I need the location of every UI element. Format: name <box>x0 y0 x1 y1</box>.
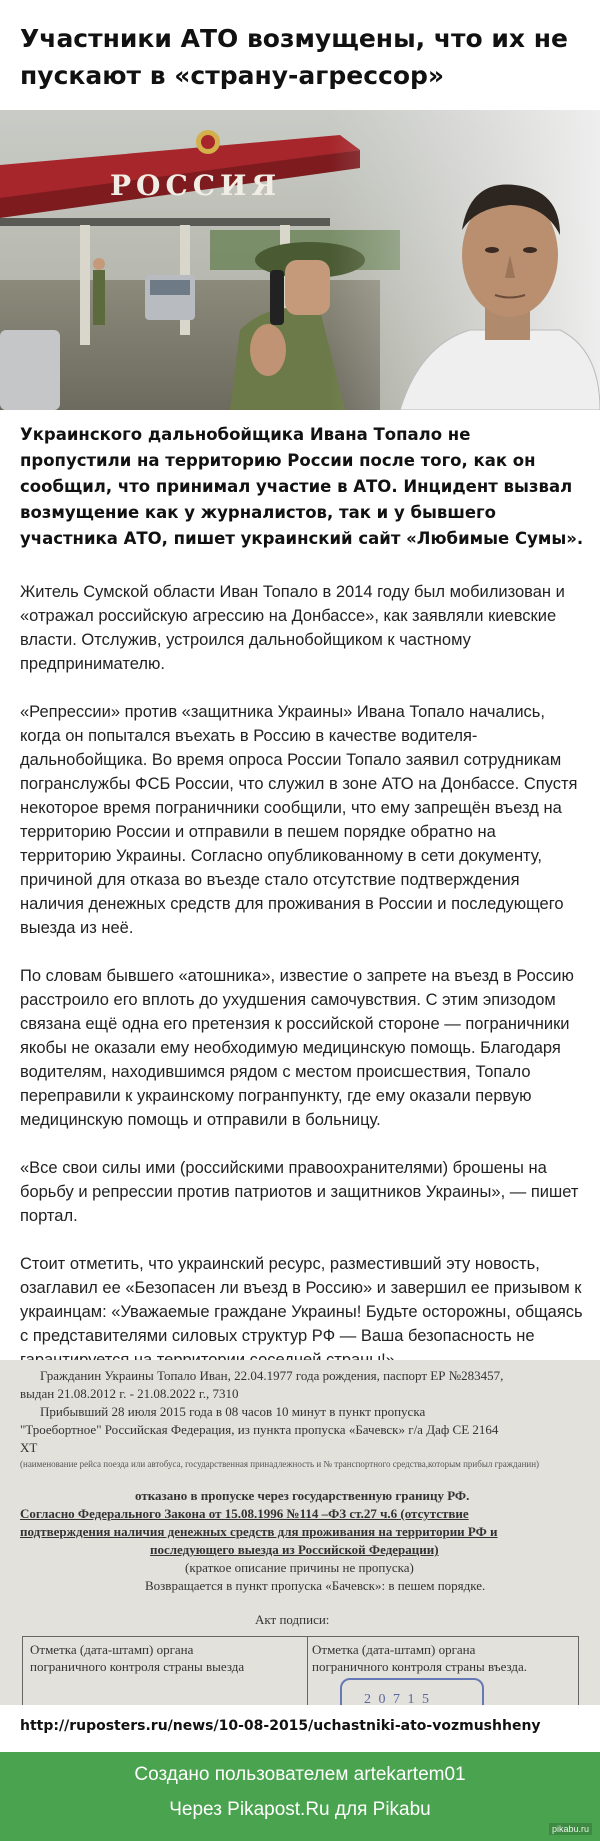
doc-line: подтверждения наличия денежных средств для проживания на территории РФ и <box>20 1524 498 1539</box>
stamp-text: 2 0 7 1 5 <box>364 1692 431 1705</box>
doc-line: отказано в пропуске через государственную границу РФ. <box>135 1488 470 1503</box>
article-paragraph: По словам бывшего «атошника», известие о запрете на въезд в Россию расстроило его вплоть до ухудшения самочувствия. С этим эпизодом связана ещё одна его претензия к российской стороне — пограничники якобы не оказали ему необходимую медицинскую помощь. Благодаря водителям, находившимся рядом с местом происшествия, Топало переправили к украинскому погранпункту, где ему оказали первую медицинскую помощь и отправили в больницу. <box>20 967 574 1129</box>
article-paragraph: Стоит отметить, что украинский ресурс, разместивший эту новость, озаглавил ее «Безопасен ли въезд в Россию» и завершил ее призывом к украинцам: «Уважаемые граждане Украины! Будьте осторожны, общаясь с представителями силовых структур РФ — Ваша безопасность не <box>20 1255 583 1345</box>
doc-line: "Троебортное" Российская Федерация, из пункта пропуска «Бачевск» г/а Даф СЕ 2164 <box>20 1422 499 1437</box>
footer-author: Создано пользователем artekartem01 <box>134 1764 466 1785</box>
border-crossing-illustration <box>0 110 600 410</box>
source-link[interactable]: http://ruposters.ru/news/10-08-2015/uchastniki-ato-vozmushheny <box>20 1718 541 1734</box>
doc-line: ХТ <box>20 1440 38 1455</box>
doc-line: последующего выезда из Российской Федерации) <box>150 1542 439 1557</box>
doc-caption: (наименование рейса поезда или автобуса, государственная принадлежность и № транспортного средства,которым прибыл гражданин) <box>20 1459 540 1469</box>
footer-banner <box>0 1752 600 1841</box>
doc-line: Отметка (дата-штамп) органа <box>30 1642 194 1657</box>
doc-line: Согласно Федерального Закона от 15.08.1996 №114 –ФЗ ст.27 ч.6 (отсутствие <box>20 1506 469 1521</box>
article-paragraph: «Репрессии» против «защитника Украины» Ивана Топало начались, когда он попытался въехать в Россию в качестве водителя-дальнобойщика. Во время опроса России Топало заявил сотрудникам погранслужбы ФСБ России, что служил в зоне АТО на Донбассе. Спустя некоторое время пограничники сообщили, что ему запрещён въезд на территорию России и отправили в пешем порядке обратно на территорию Украины. Согласно опубликованному в сети документу, причиной для отказа во въезде стало отсутствие подтверждения наличия денежных средств для проживания в России и последующего выезда из неё. <box>20 703 578 937</box>
doc-line: Отметка (дата-штамп) органа <box>312 1642 476 1657</box>
border-stamp <box>340 1678 484 1705</box>
doc-line: Акт подписи: <box>255 1612 330 1627</box>
article-title: Участники АТО возмущены, что их не пускают в «страну-агрессор» <box>20 24 568 90</box>
doc-line: пограничного контроля страны въезда. <box>312 1659 528 1674</box>
doc-line: Гражданин Украины Топало Иван, 22.04.1977 года рождения, паспорт ЕР №283457, <box>40 1368 504 1383</box>
doc-line: Прибывший 28 июля 2015 года в 08 часов 10 минут в пункт пропуска <box>40 1404 426 1419</box>
doc-line: Возвращается в пункт пропуска «Бачевск»: в пешем порядке. <box>145 1578 486 1593</box>
article-paragraph: Житель Сумской области Иван Топало в 2014 году был мобилизован и «отражал российскую агрессию на Донбассе», как заявляли киевские власти. Отслужив, устроился дальнобойщиком к частному предпринимателю. <box>20 583 565 673</box>
sign-text: РОССИЯ <box>110 169 282 202</box>
article-paragraph: «Все свои силы ими (российскими правоохранителями) брошены на борьбу и репрессии против патриотов и защитников Украины», — пишет портал. <box>20 1159 579 1225</box>
doc-line: (краткое описание причины не пропуска) <box>185 1560 414 1575</box>
hero-photo <box>0 110 600 410</box>
doc-line: выдан 21.08.2012 г. - 21.08.2022 г., 7310 <box>20 1386 239 1401</box>
document-scan <box>0 1360 600 1705</box>
doc-line: пограничного контроля страны выезда <box>30 1659 245 1674</box>
pikabu-watermark: pikabu.ru <box>549 1823 592 1835</box>
article-lead: Украинского дальнобойщика Ивана Топало не пропустили на территорию России после того, как он сообщил, что принимал участие в АТО. Инцидент вызвал возмущение как у журналистов, так и у бывшего участника АТО, пишет украинский сайт «Любимые Сумы». <box>20 425 584 548</box>
article-body <box>20 580 585 1396</box>
footer-via: Через Pikapost.Ru для Pikabu <box>169 1799 431 1820</box>
